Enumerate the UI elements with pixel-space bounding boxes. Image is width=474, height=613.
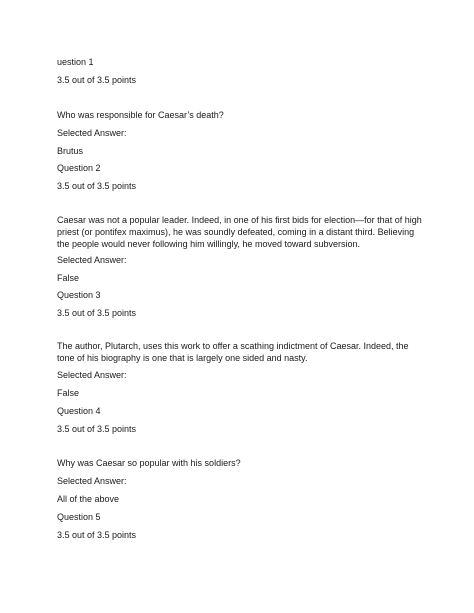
question-4-points: 3.5 out of 3.5 points xyxy=(57,424,137,434)
question-3-answer: False xyxy=(57,388,80,398)
question-1-prompt: Who was responsible for Caesar’s death? xyxy=(57,110,224,120)
question-2-answer: False xyxy=(57,273,80,283)
question-2-prompt: Caesar was not a popular leader. Indeed, in one of his first bids for election—for that of high priest (or pontifex maximus), he was soundly defeated, coming in a distant third. Believing the people would never following him willingly, he moved toward subversion. xyxy=(57,215,422,249)
question-3-header: Question 3 xyxy=(57,290,101,300)
question-1-points: 3.5 out of 3.5 points xyxy=(57,75,137,85)
question-3-selected-label: Selected Answer: xyxy=(57,370,127,380)
question-5-points: 3.5 out of 3.5 points xyxy=(57,530,137,540)
question-1-header: uestion 1 xyxy=(57,57,94,67)
question-4-header: Question 4 xyxy=(57,406,101,416)
question-4-answer: All of the above xyxy=(57,494,120,504)
question-4-prompt: Why was Caesar so popular with his soldiers? xyxy=(57,458,241,468)
question-3-points: 3.5 out of 3.5 points xyxy=(57,308,137,318)
question-3-prompt: The author, Plutarch, uses this work to offer a scathing indictment of Caesar. Indeed, the tone of his biography is one that is largely one sided and nasty. xyxy=(57,341,409,363)
question-2-header: Question 2 xyxy=(57,163,101,173)
question-5-header: Question 5 xyxy=(57,512,101,522)
question-4-selected-label: Selected Answer: xyxy=(57,476,127,486)
question-2-points: 3.5 out of 3.5 points xyxy=(57,181,137,191)
question-1-selected-label: Selected Answer: xyxy=(57,128,127,138)
question-2-selected-label: Selected Answer: xyxy=(57,255,127,265)
question-1-answer: Brutus xyxy=(57,146,84,156)
